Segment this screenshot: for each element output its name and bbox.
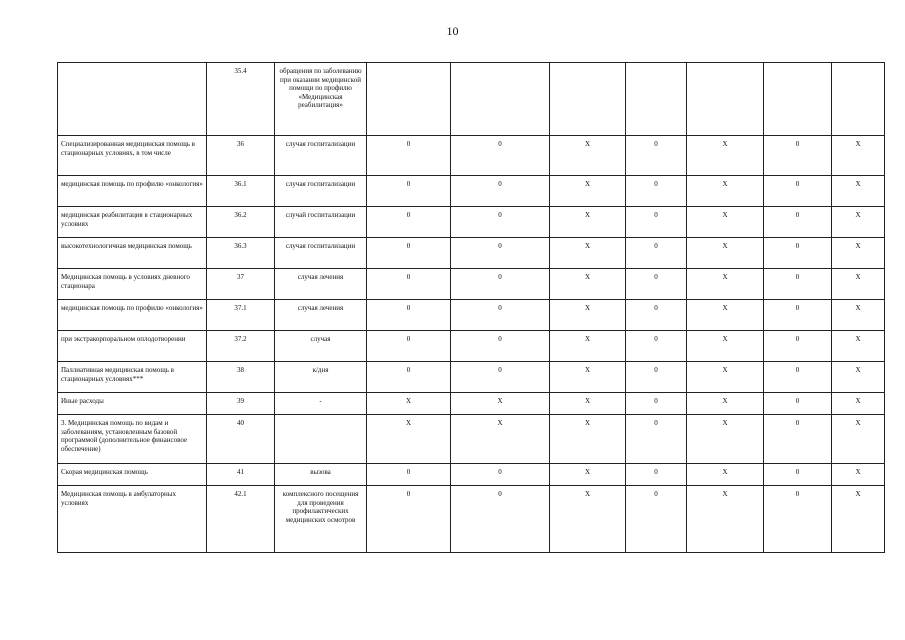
- row-number-cell: 36.1: [207, 176, 275, 207]
- value-cell-5: X: [687, 393, 764, 415]
- row-number-cell: 35.4: [207, 63, 275, 136]
- value-cell-1: X: [367, 415, 451, 464]
- row-number-cell: 36.2: [207, 207, 275, 238]
- table-row: [58, 269, 885, 300]
- table-row: [58, 300, 885, 331]
- value-cell-7: X: [832, 464, 885, 486]
- value-cell-5: X: [687, 362, 764, 393]
- row-number-cell: 40: [207, 415, 275, 464]
- value-cell-6: 0: [764, 176, 832, 207]
- value-cell-6: 0: [764, 207, 832, 238]
- row-number-cell: 37: [207, 269, 275, 300]
- value-cell-5: X: [687, 331, 764, 362]
- value-cell-6: 0: [764, 136, 832, 176]
- value-cell-5: X: [687, 486, 764, 553]
- table-row: [58, 238, 885, 269]
- value-cell-4: [626, 63, 687, 136]
- table-row: [58, 486, 885, 553]
- row-name-cell: 3. Медицинская помощь по видам и заболеваниям, установленным базовой программой (дополнительное финансовое обеспечение): [58, 415, 207, 464]
- value-cell-2: 0: [451, 362, 550, 393]
- value-cell-1: 0: [367, 331, 451, 362]
- value-cell-5: X: [687, 238, 764, 269]
- value-cell-6: 0: [764, 362, 832, 393]
- value-cell-7: X: [832, 269, 885, 300]
- value-cell-3: [550, 63, 626, 136]
- value-cell-3: X: [550, 415, 626, 464]
- table-row: [58, 393, 885, 415]
- table-row: [58, 464, 885, 486]
- row-name-cell: медицинская реабилитация в стационарных условиях: [58, 207, 207, 238]
- row-number-cell: 42.1: [207, 486, 275, 553]
- value-cell-2: 0: [451, 486, 550, 553]
- row-unit-cell: случая госпитализации: [275, 176, 367, 207]
- value-cell-7: X: [832, 415, 885, 464]
- value-cell-5: X: [687, 464, 764, 486]
- table-row: [58, 331, 885, 362]
- row-unit-cell: [275, 415, 367, 464]
- row-unit-cell: случая лечения: [275, 269, 367, 300]
- row-name-cell: Специализированная медицинская помощь в стационарных условиях, в том числе: [58, 136, 207, 176]
- value-cell-2: 0: [451, 269, 550, 300]
- value-cell-1: [367, 63, 451, 136]
- row-number-cell: 41: [207, 464, 275, 486]
- table-row: [58, 207, 885, 238]
- value-cell-4: 0: [626, 136, 687, 176]
- value-cell-2: [451, 63, 550, 136]
- value-cell-3: X: [550, 176, 626, 207]
- value-cell-6: 0: [764, 238, 832, 269]
- row-number-cell: 37.1: [207, 300, 275, 331]
- value-cell-3: X: [550, 362, 626, 393]
- row-name-cell: медицинская помощь по профилю «онкология»: [58, 300, 207, 331]
- value-cell-4: 0: [626, 331, 687, 362]
- value-cell-6: 0: [764, 331, 832, 362]
- value-cell-1: 0: [367, 300, 451, 331]
- table-row: [58, 362, 885, 393]
- row-name-cell: Медицинская помощь в условиях дневного стационара: [58, 269, 207, 300]
- row-unit-cell: вызова: [275, 464, 367, 486]
- value-cell-1: 0: [367, 207, 451, 238]
- row-name-cell: [58, 63, 207, 136]
- value-cell-3: X: [550, 238, 626, 269]
- financing-table: [57, 62, 885, 553]
- value-cell-1: 0: [367, 238, 451, 269]
- row-number-cell: 36.3: [207, 238, 275, 269]
- value-cell-7: X: [832, 331, 885, 362]
- row-unit-cell: обращения по заболеванию при оказании медицинской помощи по профилю «Медицинская реабилитация»: [275, 63, 367, 136]
- value-cell-1: X: [367, 393, 451, 415]
- value-cell-3: X: [550, 207, 626, 238]
- table-body: [58, 63, 885, 553]
- row-name-cell: при экстракорпоральном оплодотворении: [58, 331, 207, 362]
- value-cell-1: 0: [367, 269, 451, 300]
- value-cell-7: X: [832, 393, 885, 415]
- value-cell-2: 0: [451, 176, 550, 207]
- row-number-cell: 39: [207, 393, 275, 415]
- value-cell-2: 0: [451, 207, 550, 238]
- row-unit-cell: случая: [275, 331, 367, 362]
- value-cell-5: X: [687, 176, 764, 207]
- value-cell-7: X: [832, 238, 885, 269]
- value-cell-6: 0: [764, 486, 832, 553]
- value-cell-1: 0: [367, 176, 451, 207]
- value-cell-1: 0: [367, 362, 451, 393]
- row-number-cell: 38: [207, 362, 275, 393]
- value-cell-4: 0: [626, 486, 687, 553]
- value-cell-3: X: [550, 269, 626, 300]
- row-unit-cell: случая госпитализации: [275, 238, 367, 269]
- row-number-cell: 36: [207, 136, 275, 176]
- value-cell-5: X: [687, 207, 764, 238]
- value-cell-3: X: [550, 331, 626, 362]
- value-cell-2: 0: [451, 464, 550, 486]
- value-cell-1: 0: [367, 464, 451, 486]
- value-cell-6: 0: [764, 393, 832, 415]
- row-unit-cell: случай госпитализации: [275, 207, 367, 238]
- value-cell-4: 0: [626, 362, 687, 393]
- value-cell-5: X: [687, 300, 764, 331]
- value-cell-2: 0: [451, 300, 550, 331]
- value-cell-2: 0: [451, 331, 550, 362]
- value-cell-4: 0: [626, 464, 687, 486]
- value-cell-4: 0: [626, 300, 687, 331]
- value-cell-6: 0: [764, 415, 832, 464]
- value-cell-7: X: [832, 207, 885, 238]
- table-row: [58, 136, 885, 176]
- table-row: [58, 415, 885, 464]
- value-cell-1: 0: [367, 486, 451, 553]
- value-cell-7: [832, 63, 885, 136]
- row-unit-cell: комплексного посещения для проведения профилактических медицинских осмотров: [275, 486, 367, 553]
- row-name-cell: Паллиативная медицинская помощь в стационарных условиях***: [58, 362, 207, 393]
- value-cell-4: 0: [626, 238, 687, 269]
- value-cell-5: X: [687, 136, 764, 176]
- value-cell-7: X: [832, 486, 885, 553]
- value-cell-5: X: [687, 269, 764, 300]
- table-row: [58, 176, 885, 207]
- row-unit-cell: -: [275, 393, 367, 415]
- row-name-cell: медицинская помощь по профилю «онкология»: [58, 176, 207, 207]
- row-name-cell: Иные расходы: [58, 393, 207, 415]
- value-cell-6: [764, 63, 832, 136]
- value-cell-5: X: [687, 415, 764, 464]
- value-cell-6: 0: [764, 300, 832, 331]
- value-cell-3: X: [550, 464, 626, 486]
- page-number: 10: [446, 24, 459, 38]
- value-cell-7: X: [832, 136, 885, 176]
- row-name-cell: высокотехнологичная медицинская помощь: [58, 238, 207, 269]
- value-cell-3: X: [550, 136, 626, 176]
- value-cell-4: 0: [626, 269, 687, 300]
- value-cell-1: 0: [367, 136, 451, 176]
- value-cell-4: 0: [626, 393, 687, 415]
- row-unit-cell: случая госпитализации: [275, 136, 367, 176]
- row-unit-cell: случая лечения: [275, 300, 367, 331]
- row-unit-cell: к/дня: [275, 362, 367, 393]
- value-cell-3: X: [550, 300, 626, 331]
- value-cell-4: 0: [626, 176, 687, 207]
- row-number-cell: 37.2: [207, 331, 275, 362]
- value-cell-2: 0: [451, 238, 550, 269]
- value-cell-2: 0: [451, 136, 550, 176]
- value-cell-7: X: [832, 176, 885, 207]
- value-cell-7: X: [832, 300, 885, 331]
- value-cell-3: X: [550, 486, 626, 553]
- value-cell-4: 0: [626, 207, 687, 238]
- row-name-cell: Медицинская помощь в амбулаторных условиях: [58, 486, 207, 553]
- value-cell-6: 0: [764, 464, 832, 486]
- value-cell-6: 0: [764, 269, 832, 300]
- value-cell-2: X: [451, 415, 550, 464]
- row-name-cell: Скорая медицинская помощь: [58, 464, 207, 486]
- value-cell-5: [687, 63, 764, 136]
- value-cell-4: 0: [626, 415, 687, 464]
- value-cell-3: X: [550, 393, 626, 415]
- value-cell-7: X: [832, 362, 885, 393]
- table-row: [58, 63, 885, 136]
- value-cell-2: X: [451, 393, 550, 415]
